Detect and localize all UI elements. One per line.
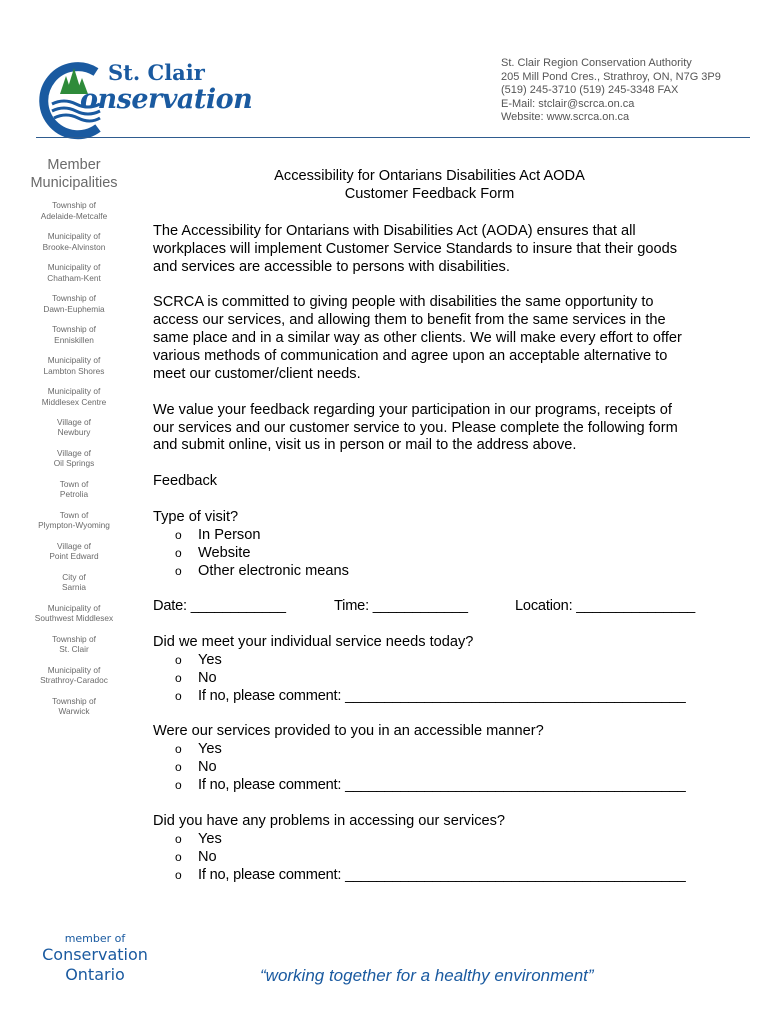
municipality-item: City of Sarnia [62,571,86,593]
q1-comment-field[interactable]: o If no, please comment: ___________________________________________ [175,687,686,704]
feedback-form [153,168,723,884]
feedback-heading: Feedback [153,473,218,490]
option-bullet-icon[interactable]: o [175,867,182,882]
member-municipalities-sidebar [22,156,126,727]
form-title: Accessibility for Ontarians Disabilities Act AODA Customer Feedback Form [274,168,585,202]
ontario-text: Ontario [65,965,125,984]
email: E-Mail: stclair@scrca.on.ca [501,97,635,110]
option-bullet-icon[interactable]: o [175,742,182,757]
option-bullet-icon[interactable]: o [175,670,182,685]
visit-type-question: Type of visit? [153,508,239,525]
intro-paragraph-aoda: The Accessibility for Ontarians with Disabilities Act (AODA) ensures that all workplaces will implement Customer Service Standards to insure that their goods and services are accessible to persons with disabilities. [153,222,677,275]
date-time-location-row [153,598,723,616]
municipality-item: Municipality of Southwest Middlesex [34,602,114,624]
municipality-item: Township of Adelaide-Metcalfe [40,200,108,221]
option-website[interactable]: o Website [175,544,251,561]
municipality-item: Township of Enniskillen [52,323,96,345]
member-of-text: member of [64,932,126,945]
q3-comment-field[interactable]: o If no, please comment: ___________________________________________ [175,866,686,883]
municipality-item: Municipality of Lambton Shores [43,354,105,376]
q3-option-yes[interactable]: o Yes [175,830,222,847]
municipality-item: Village of Point Edward [49,540,99,562]
website: Website: www.scrca.on.ca [501,111,630,123]
q2-option-yes[interactable]: o Yes [175,741,222,758]
contact-block [501,57,721,125]
municipality-item: Village of Oil Springs [53,447,95,469]
option-bullet-icon[interactable]: o [175,563,182,578]
q1-option-yes[interactable]: o Yes [175,651,222,668]
date-field[interactable]: Date: ____________ [153,598,286,615]
option-bullet-icon[interactable]: o [175,831,182,846]
logo-st-clair-text: St. Clair [108,60,205,85]
question-service-needs: Did we meet your individual service needs today? [153,633,474,650]
municipality-item: Municipality of Strathroy-Caradoc [40,664,108,686]
option-other-electronic[interactable]: o Other electronic means [175,562,349,579]
municipality-item: Town of Plympton-Wyoming [38,509,110,531]
location-field[interactable]: Location: _______________ [515,598,696,615]
municipality-item: Town of Petrolia [59,478,89,500]
phone-fax: (519) 245-3710 (519) 245-3348 FAX [501,84,679,96]
municipality-item: Township of Dawn-Euphemia [43,292,105,314]
option-bullet-icon[interactable]: o [175,545,182,560]
conservation-text: Conservation [42,945,148,964]
municipality-item: Township of Warwick [52,695,96,717]
question-access-problems: Did you have any problems in accessing our services? [153,812,506,829]
option-bullet-icon[interactable]: o [175,527,182,542]
time-field[interactable]: Time: ____________ [334,598,468,615]
header-divider [36,137,750,138]
tagline: “working together for a healthy environment” [260,966,594,985]
q2-option-no[interactable]: o No [175,759,217,776]
logo-conservation-text: onservation [80,84,253,115]
option-in-person[interactable]: o In Person [175,526,261,543]
municipality-item: Township of St. Clair [52,633,96,655]
q1-option-no[interactable]: o No [175,669,217,686]
q2-comment-field[interactable]: o If no, please comment: ___________________________________________ [175,777,686,794]
option-bullet-icon[interactable]: o [175,760,182,775]
st-clair-conservation-logo [36,54,266,140]
municipality-item: Village of Newbury [57,416,91,438]
address: 205 Mill Pond Cres., Strathroy, ON, N7G 3P9 [501,70,721,83]
municipality-item: Municipality of Brooke-Alvinston [42,230,106,252]
option-bullet-icon[interactable]: o [175,849,182,864]
intro-paragraph-commitment: SCRCA is committed to giving people with disabilities the same opportunity to access our services, and allowing them to benefit from the same services in the same place and in a similar way as other clients. We will make every effort to offer various methods of communication and agree upon an acceptable alternative to meet our customer/client needs. [153,294,682,382]
option-bullet-icon[interactable]: o [175,688,182,703]
sidebar-title: Member Municipalities [30,157,118,191]
conservation-ontario-logo [40,933,150,985]
q3-option-no[interactable]: o No [175,848,217,865]
option-bullet-icon[interactable]: o [175,652,182,667]
municipality-item: Municipality of Middlesex Centre [41,385,107,407]
intro-paragraph-feedback: We value your feedback regarding your participation in our programs, receipts of our services and our customer service to you. Please complete the following form and submit online, visit us in person or mail to the address above. [153,401,678,454]
option-bullet-icon[interactable]: o [175,778,182,793]
org-name: St. Clair Region Conservation Authority [501,57,692,69]
question-accessible-manner: Were our services provided to you in an accessible manner? [153,723,544,740]
municipality-item: Municipality of Chatham-Kent [47,261,101,283]
